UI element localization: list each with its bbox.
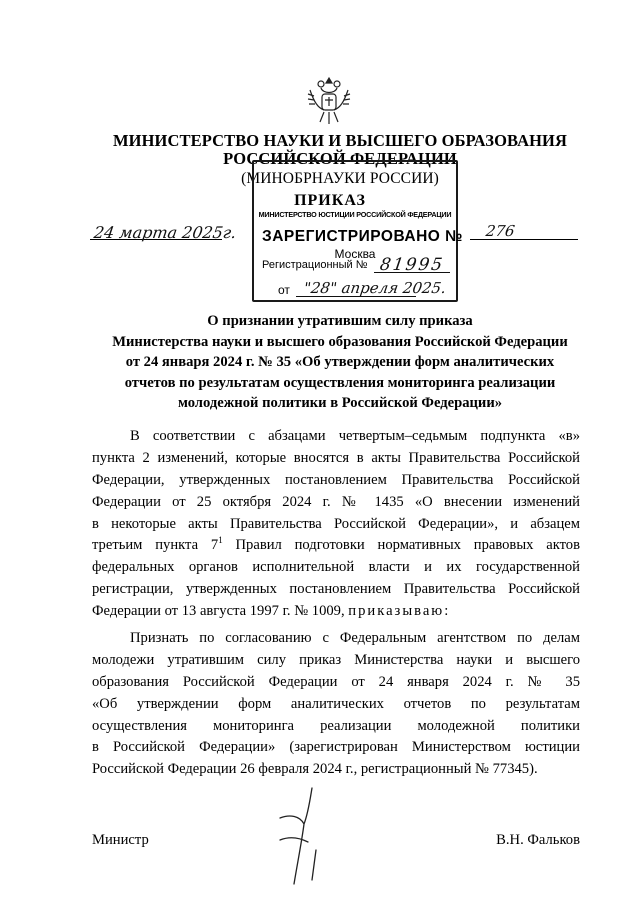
stamp-from-label: от — [278, 283, 290, 297]
body-line: регистрации, утвержденных постановлением Правительства Российской — [92, 581, 580, 598]
body-line: образования Российской Федерации от 24 января 2024 г. № 35 — [92, 673, 580, 690]
stamp-registered: ЗАРЕГИСТРИРОВАНО № — [262, 228, 463, 245]
registration-stamp — [252, 160, 463, 302]
body-line: молодежи утратившим силу приказ Министерства науки и высшего — [92, 651, 580, 668]
order-verb: приказываю: — [348, 603, 451, 620]
coat-of-arms-russia-icon — [306, 72, 352, 128]
body-line: пункта 2 изменений, которые вносятся в акты Правительства Российской — [92, 449, 580, 466]
body-line-part: Правил подготовки нормативных правовых актов — [222, 537, 580, 554]
footnote-superscript: 1 — [218, 535, 223, 546]
body-line: Федерации от 25 октября 2024 г. № 1435 «О внесении изменений — [92, 493, 580, 510]
document-body — [92, 426, 580, 781]
signatory-position: Министр — [92, 832, 149, 848]
body-line-part: третьим пункта 7 — [92, 537, 219, 554]
body-line: Российской Федерации 26 февраля 2024 г., регистрационный № 77345). — [92, 761, 538, 778]
body-line: федеральных органов исполнительной власти и их государственной — [92, 559, 580, 576]
signatory-name: В.Н. Фальков — [496, 832, 580, 848]
ministry-name-line1: МИНИСТЕРСТВО НАУКИ И ВЫСШЕГО ОБРАЗОВАНИЯ — [113, 131, 567, 150]
body-line: в Российской Федерации» (зарегистрирован Министерством юстиции — [92, 739, 580, 756]
stamp-city: Москва — [334, 247, 376, 261]
document-type: ПРИКАЗ — [294, 192, 366, 209]
body-line: «Об утверждении форм аналитических отчетов по результатам — [92, 695, 580, 712]
body-line-part: Федерации от 13 августа 1997 г. № 1009, — [92, 603, 345, 620]
body-line — [92, 601, 580, 623]
order-date: 24 марта 2025г. — [92, 223, 238, 242]
title-line: от 24 января 2024 г. № 35 «Об утверждении форм аналитических — [125, 354, 555, 370]
body-line — [92, 535, 580, 557]
body-line: Признать по согласованию с Федеральным агентством по делам — [130, 630, 580, 647]
title-line: отчетов по результатам осуществления мониторинга реализации — [124, 374, 556, 391]
title-line: молодежной политики в Российской Федерации» — [177, 395, 503, 411]
stamp-regnum-value: 81995 — [378, 255, 446, 275]
stamp-regnum-label: Регистрационный № — [262, 259, 368, 271]
ministry-name-line2: РОССИЙСКОЙ ФЕДЕРАЦИИ — [223, 149, 457, 168]
body-line: Федерации, утвержденных постановлением Правительства Российской — [92, 471, 580, 488]
body-line: осуществления мониторинга реализации молодежной политики — [92, 717, 580, 734]
stamp-ministry: МИНИСТЕРСТВО ЮСТИЦИИ РОССИЙСКОЙ ФЕДЕРАЦИИ — [258, 210, 452, 219]
handwritten-signature-icon — [250, 780, 340, 890]
stamp-date-value: "28" апреля 2025. — [302, 279, 448, 297]
document-title — [90, 311, 590, 414]
ministry-short-name: (МИНОБРНАУКИ РОССИИ) — [241, 170, 439, 187]
body-line: в некоторые акты Правительства Российской Федерации», и абзацем — [92, 515, 580, 532]
order-number: 276 — [484, 222, 516, 240]
body-line: В соответствии с абзацами четвертым–седьмым подпункта «в» — [130, 428, 580, 444]
title-line: О признании утратившим силу приказа — [207, 313, 473, 329]
title-line: Министерства науки и высшего образования Российской Федерации — [112, 333, 568, 350]
